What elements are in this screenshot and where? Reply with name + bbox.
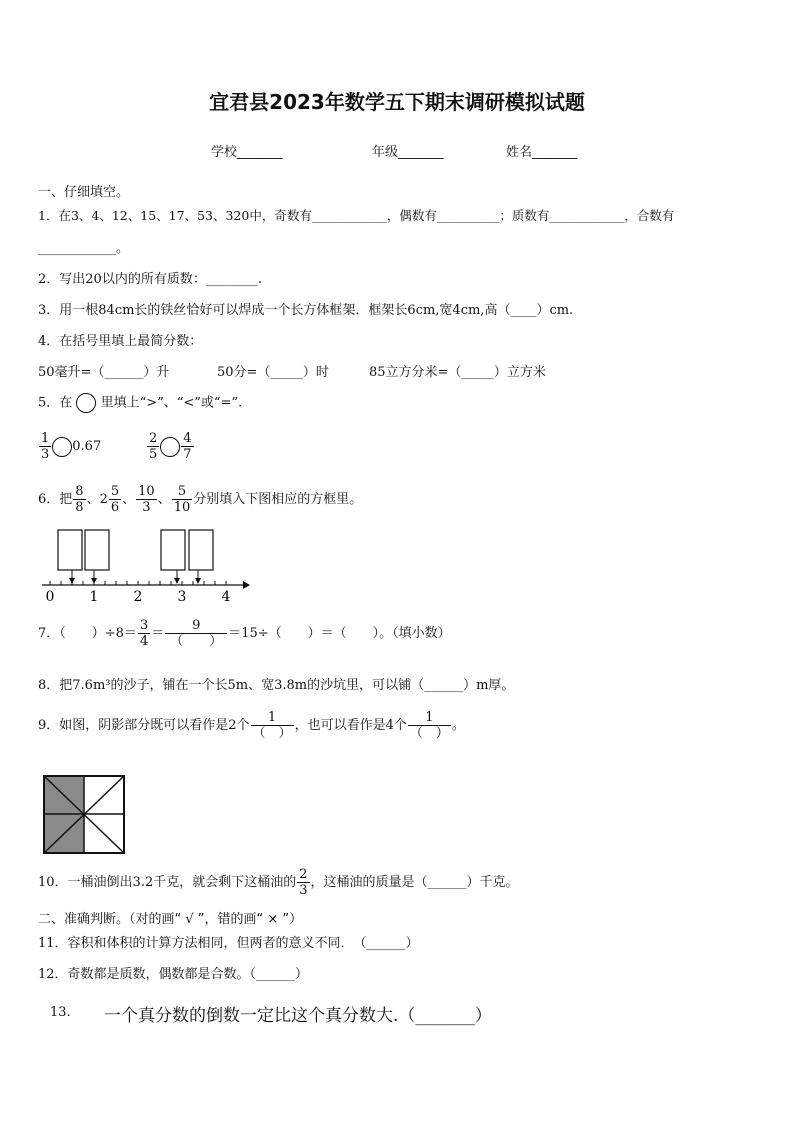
tick-label: 3	[177, 589, 187, 605]
fraction: $\frac{3}{4}$	[139, 618, 149, 649]
fraction: $\frac{5}{6}$	[110, 484, 120, 515]
question-5-prompt	[38, 393, 242, 413]
tick-label: 1	[89, 589, 99, 605]
question-2: 2．写出20以内的所有质数：________.	[38, 272, 262, 287]
page-title: 宜君县2023年数学五下期末调研模拟试题	[209, 90, 585, 114]
question-11: 11．容积和体积的计算方法相同，但两者的意义不同． （______）	[38, 936, 419, 951]
grade-field: 年级_______	[372, 145, 444, 160]
name-field: 姓名_______	[506, 145, 578, 160]
tick-label: 4	[221, 589, 231, 605]
arrow-head-icon	[195, 578, 201, 584]
axis-arrow-icon	[243, 581, 250, 589]
question-5-post: 里填上“>”、“<”或“=”.	[100, 395, 243, 411]
question-12: 12．奇数都是质数，偶数都是合数。（______）	[38, 967, 309, 982]
compare-circle-icon[interactable]	[52, 437, 72, 457]
question-9: 9．如图，阴影部分既可以看作是2个 $\frac{1}{( )}$ ，也可以看作是4个 $\frac{1}{( )}$ 。	[38, 710, 465, 741]
fraction: $\frac{5}{10}$	[173, 484, 191, 515]
question-3: 3．用一根84cm长的铁丝恰好可以焊成一个长方体框架．框架长6cm,宽4cm,高（____）cm.	[38, 303, 574, 318]
fraction: $\frac{2}{5}$	[149, 431, 158, 462]
question-8: 8．把7.6m³的沙子，铺在一个长5m、宽3.8m的沙坑里，可以铺（______）m厚。	[38, 678, 515, 693]
answer-box[interactable]	[161, 530, 185, 570]
question-5-pre: 5．在	[38, 395, 73, 411]
tick-label: 0	[45, 589, 55, 605]
question-4-prompt: 4．在括号里填上最简分数：	[38, 334, 203, 349]
compare-circle-icon	[76, 393, 96, 413]
school-field: 学校_______	[211, 145, 283, 160]
question-6-prompt: 6．把 $\frac{8}{8}$ 、2 $\frac{5}{6}$ 、 $\frac{10}{3}$ 、 $\frac{5}{10}$ 分别填入下图相应的方框里。	[38, 484, 363, 515]
fraction: $\frac{8}{8}$	[75, 484, 84, 515]
fraction: $\frac{4}{7}$	[183, 431, 192, 462]
fraction: $\frac{1}{( )}$	[252, 710, 292, 741]
question-1-line-2: ____________。	[38, 241, 130, 256]
number-line-figure	[38, 526, 253, 606]
question-5-compare-1	[38, 431, 101, 462]
fraction: $\frac{1}{( )}$	[409, 710, 449, 741]
section-1-heading: 一、仔细填空。	[38, 185, 130, 200]
answer-box[interactable]	[85, 530, 109, 570]
shaded-square-figure	[42, 774, 126, 856]
question-4-part-c: 85立方分米=（_____）立方米	[369, 365, 546, 380]
question-10: 10．一桶油倒出3.2千克，就会剩下这桶油的 $\frac{2}{3}$ ，这桶油的质量是（______）千克。	[38, 867, 519, 898]
fraction: $\frac{1}{3}$	[41, 431, 50, 462]
question-13-number: 13.	[50, 1005, 71, 1020]
answer-box[interactable]	[58, 530, 82, 570]
question-13-text: 一个真分数的倒数一定比这个真分数大.（_______）	[104, 1006, 492, 1026]
compare-value: 0.67	[72, 439, 102, 454]
question-1-line-1: 1．在3、4、12、15、17、53、320中，奇数有____________，偶数有__________；质数有____________，合数有	[38, 208, 675, 223]
question-7: 7．（ ）÷8＝ $\frac{3}{4}$ ＝ $\frac{9}{( )}$ ＝15÷（ ）＝（ ）。（填小数）	[38, 618, 451, 649]
question-5-compare-2	[146, 431, 195, 462]
arrow-head-icon	[174, 578, 180, 584]
question-4-part-b: 50分=（_____）时	[217, 365, 329, 380]
fraction: $\frac{9}{( )}$	[165, 618, 227, 649]
compare-circle-icon[interactable]	[160, 437, 180, 457]
answer-box[interactable]	[189, 530, 213, 570]
fraction: $\frac{10}{3}$	[138, 484, 155, 515]
section-2-heading: 二、准确判断。（对的画“ √ ”，错的画“ × ”）	[38, 912, 303, 927]
fraction: $\frac{2}{3}$	[299, 867, 308, 898]
tick-label: 2	[133, 589, 143, 605]
question-4-part-a: 50毫升=（______）升	[38, 365, 170, 380]
